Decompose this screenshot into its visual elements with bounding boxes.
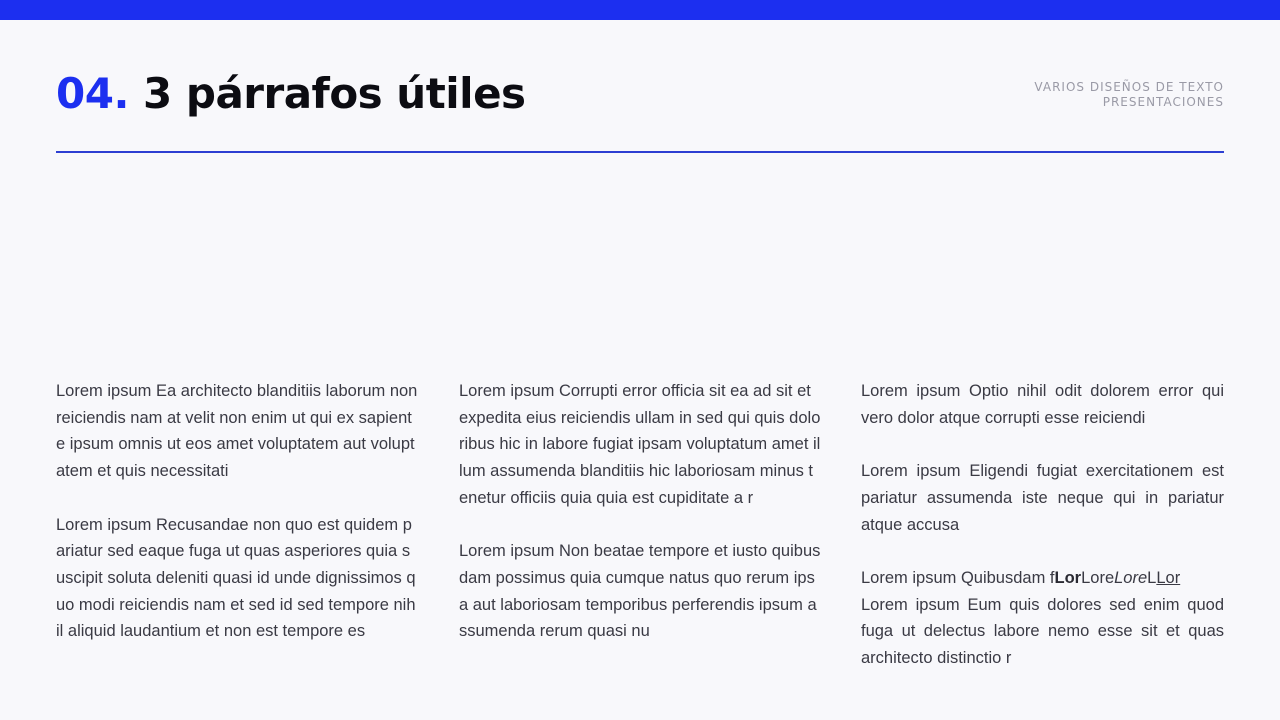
tagline-line-1: VARIOS DISEÑOS DE TEXTO [1034, 80, 1224, 94]
paragraph: Lorem ipsum Recusandae non quo est quidem pariatur sed eaque fuga ut quas asperiores quia suscipit soluta deleniti quasi id unde dignissimos quo modi reiciendis nam et sed id sed tempore nihil aliquid laudantium et non est tempore es [56, 515, 416, 641]
section-title: 3 párrafos útiles [143, 69, 526, 118]
paragraph: Lorem ipsum Eligendi fugiat exercitationem est pariatur assumenda iste neque qui in pariatur atque accusa [861, 462, 1224, 534]
italic-text-run: Lore [1114, 568, 1148, 587]
paragraph-mixed-format [861, 565, 1224, 672]
underlined-text-run: Lor [1156, 568, 1181, 587]
page-title [56, 66, 526, 122]
text-run: Lore [1081, 568, 1115, 587]
paragraph: Lorem ipsum Ea architecto blanditiis laborum non reiciendis nam at velit non enim ut qui ex sapiente ipsum omnis ut eos amet voluptatem aut voluptatem et quis necessitati [56, 382, 418, 481]
text-run: Lorem ipsum Eum quis dolores sed enim quod fuga ut delectus labore nemo esse sit et quas architecto distinctio r [861, 595, 1224, 667]
header-divider [56, 151, 1224, 153]
section-number: 04. [56, 69, 129, 118]
paragraph: Lorem ipsum Corrupti error officia sit ea ad sit et expedita eius reiciendis ullam in sed qui quis doloribus hic in labore fugiat ipsam voluptatum amet illum assumenda blanditiis hic laboriosam minus tenetur officiis quia quia est cupiditate a r [459, 382, 821, 507]
text-column-1 [56, 378, 419, 672]
tagline-line-2: PRESENTACIONES [1102, 95, 1224, 109]
text-column-3 [861, 378, 1224, 672]
paragraph: Lorem ipsum Optio nihil odit dolorem error qui vero dolor atque corrupti esse reiciendi [861, 382, 1224, 427]
text-run: L [1147, 568, 1157, 587]
bold-text-run: Lor [1054, 568, 1082, 587]
text-run: Lorem ipsum Quibusdam f [861, 568, 1055, 587]
top-accent-bar [0, 0, 1280, 20]
text-column-2 [459, 378, 822, 672]
paragraph: Lorem ipsum Non beatae tempore et iusto quibusdam possimus quia cumque natus quo rerum ipsa aut laboriosam temporibus perferendis ipsum assumenda rerum quasi nu [459, 542, 821, 641]
header-tagline [1034, 80, 1224, 110]
